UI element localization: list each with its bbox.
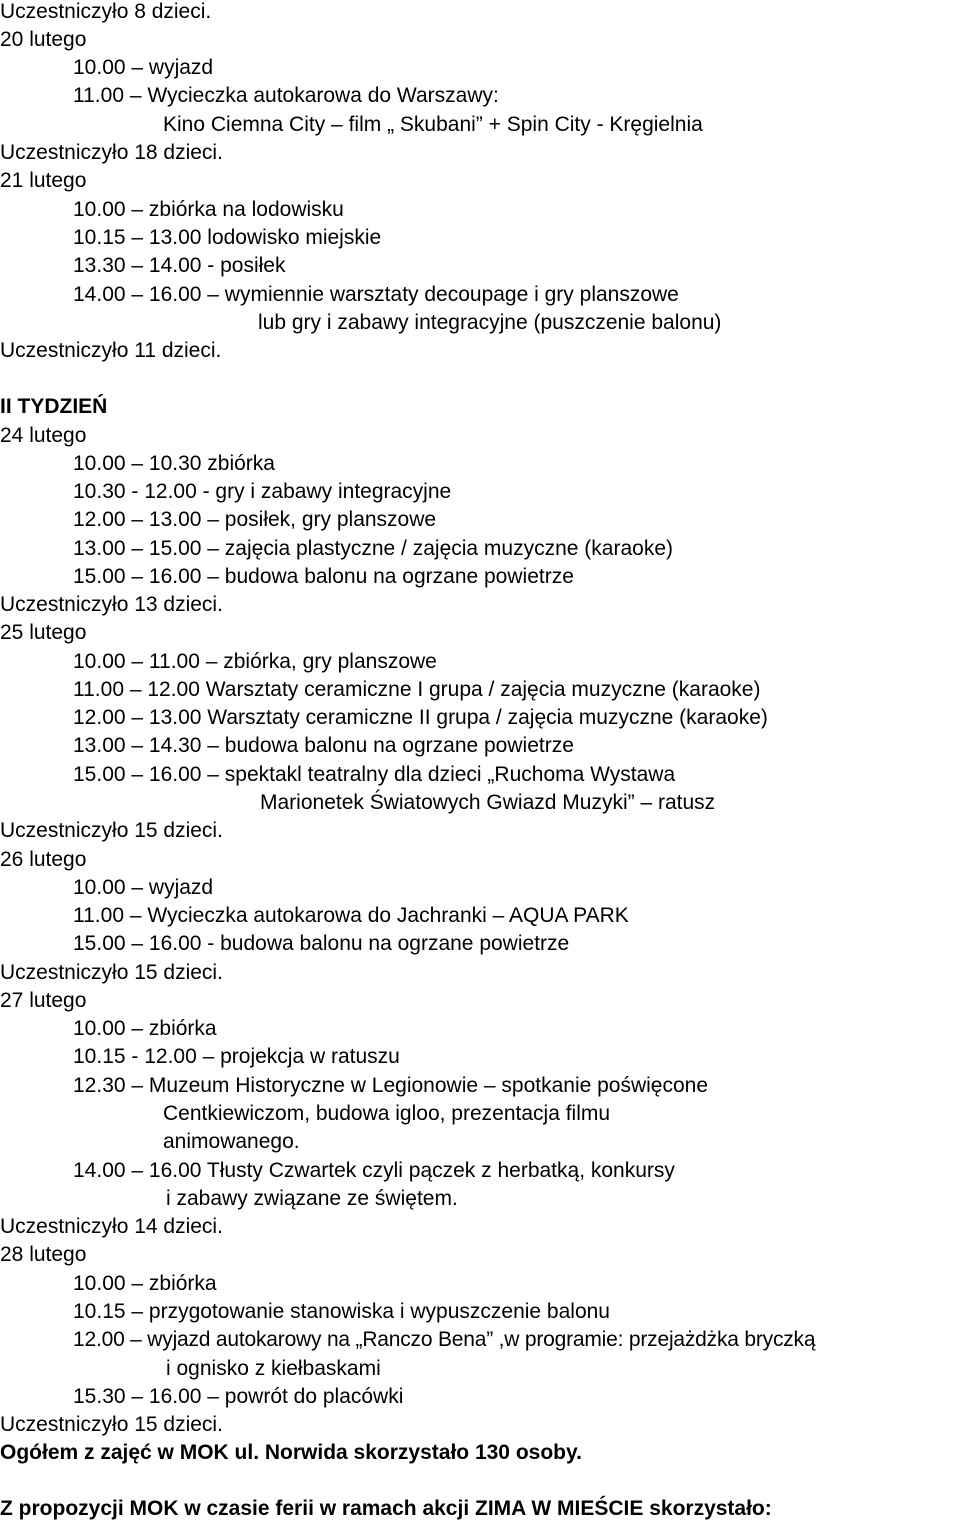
attendance-line: Uczestniczyło 15 dzieci. — [0, 819, 223, 842]
schedule-item: 15.30 – 16.00 – powrót do placówki — [73, 1385, 404, 1408]
schedule-item: 10.00 – 10.30 zbiórka — [73, 452, 275, 475]
schedule-item: 12.00 – 13.00 Warsztaty ceramiczne II grupa / zajęcia muzyczne (karaoke) — [73, 706, 768, 729]
schedule-item: 13.30 – 14.00 - posiłek — [73, 254, 286, 277]
schedule-item: 11.00 – Wycieczka autokarowa do Jachranki – AQUA PARK — [73, 904, 629, 927]
date-heading: 27 lutego — [0, 989, 87, 1012]
schedule-item: 11.00 – Wycieczka autokarowa do Warszawy: — [73, 84, 499, 107]
schedule-item-continuation: Centkiewiczom, budowa igloo, prezentacja filmu — [163, 1102, 611, 1125]
date-heading: 26 lutego — [0, 848, 87, 871]
schedule-item-continuation: i ognisko z kiełbaskami — [166, 1357, 381, 1380]
schedule-item: 10.15 – przygotowanie stanowiska i wypuszczenie balonu — [73, 1300, 610, 1323]
date-heading: 25 lutego — [0, 621, 87, 644]
schedule-item: 10.00 – zbiórka — [73, 1017, 217, 1040]
schedule-item: 10.00 – wyjazd — [73, 56, 214, 79]
schedule-item-continuation: lub gry i zabawy integracyjne (puszczenie balonu) — [258, 311, 722, 334]
schedule-item: 11.00 – 12.00 Warsztaty ceramiczne I grupa / zajęcia muzyczne (karaoke) — [73, 678, 761, 701]
schedule-item: 12.30 – Muzeum Historyczne w Legionowie – spotkanie poświęcone — [73, 1074, 709, 1097]
date-heading: 28 lutego — [0, 1243, 87, 1266]
schedule-item: 10.00 – 11.00 – zbiórka, gry planszowe — [73, 650, 437, 673]
schedule-item-continuation: animowanego. — [163, 1130, 300, 1153]
schedule-item: 13.00 – 14.30 – budowa balonu na ogrzane powietrze — [73, 734, 574, 757]
schedule-item-continuation: i zabawy związane ze świętem. — [166, 1187, 458, 1210]
schedule-item: 10.00 – zbiórka na lodowisku — [73, 198, 344, 221]
schedule-item: 10.15 – 13.00 lodowisko miejskie — [73, 226, 382, 249]
schedule-item: 10.00 – zbiórka — [73, 1272, 217, 1295]
schedule-item-continuation: Kino Ciemna City – film „ Skubani” + Spin City - Kręgielnia — [163, 113, 703, 136]
attendance-line: Uczestniczyło 18 dzieci. — [0, 141, 223, 164]
attendance-line: Uczestniczyło 14 dzieci. — [0, 1215, 223, 1238]
schedule-item: 15.00 – 16.00 – budowa balonu na ogrzane powietrze — [73, 565, 574, 588]
schedule-item: 10.00 – wyjazd — [73, 876, 214, 899]
schedule-item: 13.00 – 15.00 – zajęcia plastyczne / zajęcia muzyczne (karaoke) — [73, 537, 673, 560]
summary-line: Ogółem z zajęć w MOK ul. Norwida skorzystało 130 osoby. — [0, 1441, 582, 1464]
attendance-line: Uczestniczyło 15 dzieci. — [0, 961, 223, 984]
attendance-line: Uczestniczyło 8 dzieci. — [0, 0, 212, 23]
date-heading: 24 lutego — [0, 424, 87, 447]
attendance-line: Uczestniczyło 15 dzieci. — [0, 1413, 223, 1436]
date-heading: 20 lutego — [0, 28, 87, 51]
schedule-item: 10.15 - 12.00 – projekcja w ratuszu — [73, 1045, 400, 1068]
schedule-item-continuation: Marionetek Światowych Gwiazd Muzyki” – ratusz — [260, 791, 716, 814]
attendance-line: Uczestniczyło 13 dzieci. — [0, 593, 223, 616]
schedule-item: 10.30 - 12.00 - gry i zabawy integracyjne — [73, 480, 452, 503]
schedule-item: 14.00 – 16.00 Tłusty Czwartek czyli pączek z herbatką, konkursy — [73, 1159, 675, 1182]
schedule-item: 15.00 – 16.00 – spektakl teatralny dla dzieci „Ruchoma Wystawa — [73, 763, 676, 786]
schedule-item: 12.00 – wyjazd autokarowy na „Ranczo Bena” ,w programie: przejażdżka bryczką — [73, 1328, 816, 1351]
attendance-line: Uczestniczyło 11 dzieci. — [0, 339, 222, 362]
schedule-item: 14.00 – 16.00 – wymiennie warsztaty decoupage i gry planszowe — [73, 283, 679, 306]
schedule-item: 15.00 – 16.00 - budowa balonu na ogrzane powietrze — [73, 932, 570, 955]
date-heading: 21 lutego — [0, 169, 87, 192]
week-heading: II TYDZIEŃ — [0, 395, 108, 418]
summary-line: Z propozycji MOK w czasie ferii w ramach akcji ZIMA W MIEŚCIE skorzystało: — [0, 1497, 772, 1520]
schedule-item: 12.00 – 13.00 – posiłek, gry planszowe — [73, 508, 437, 531]
